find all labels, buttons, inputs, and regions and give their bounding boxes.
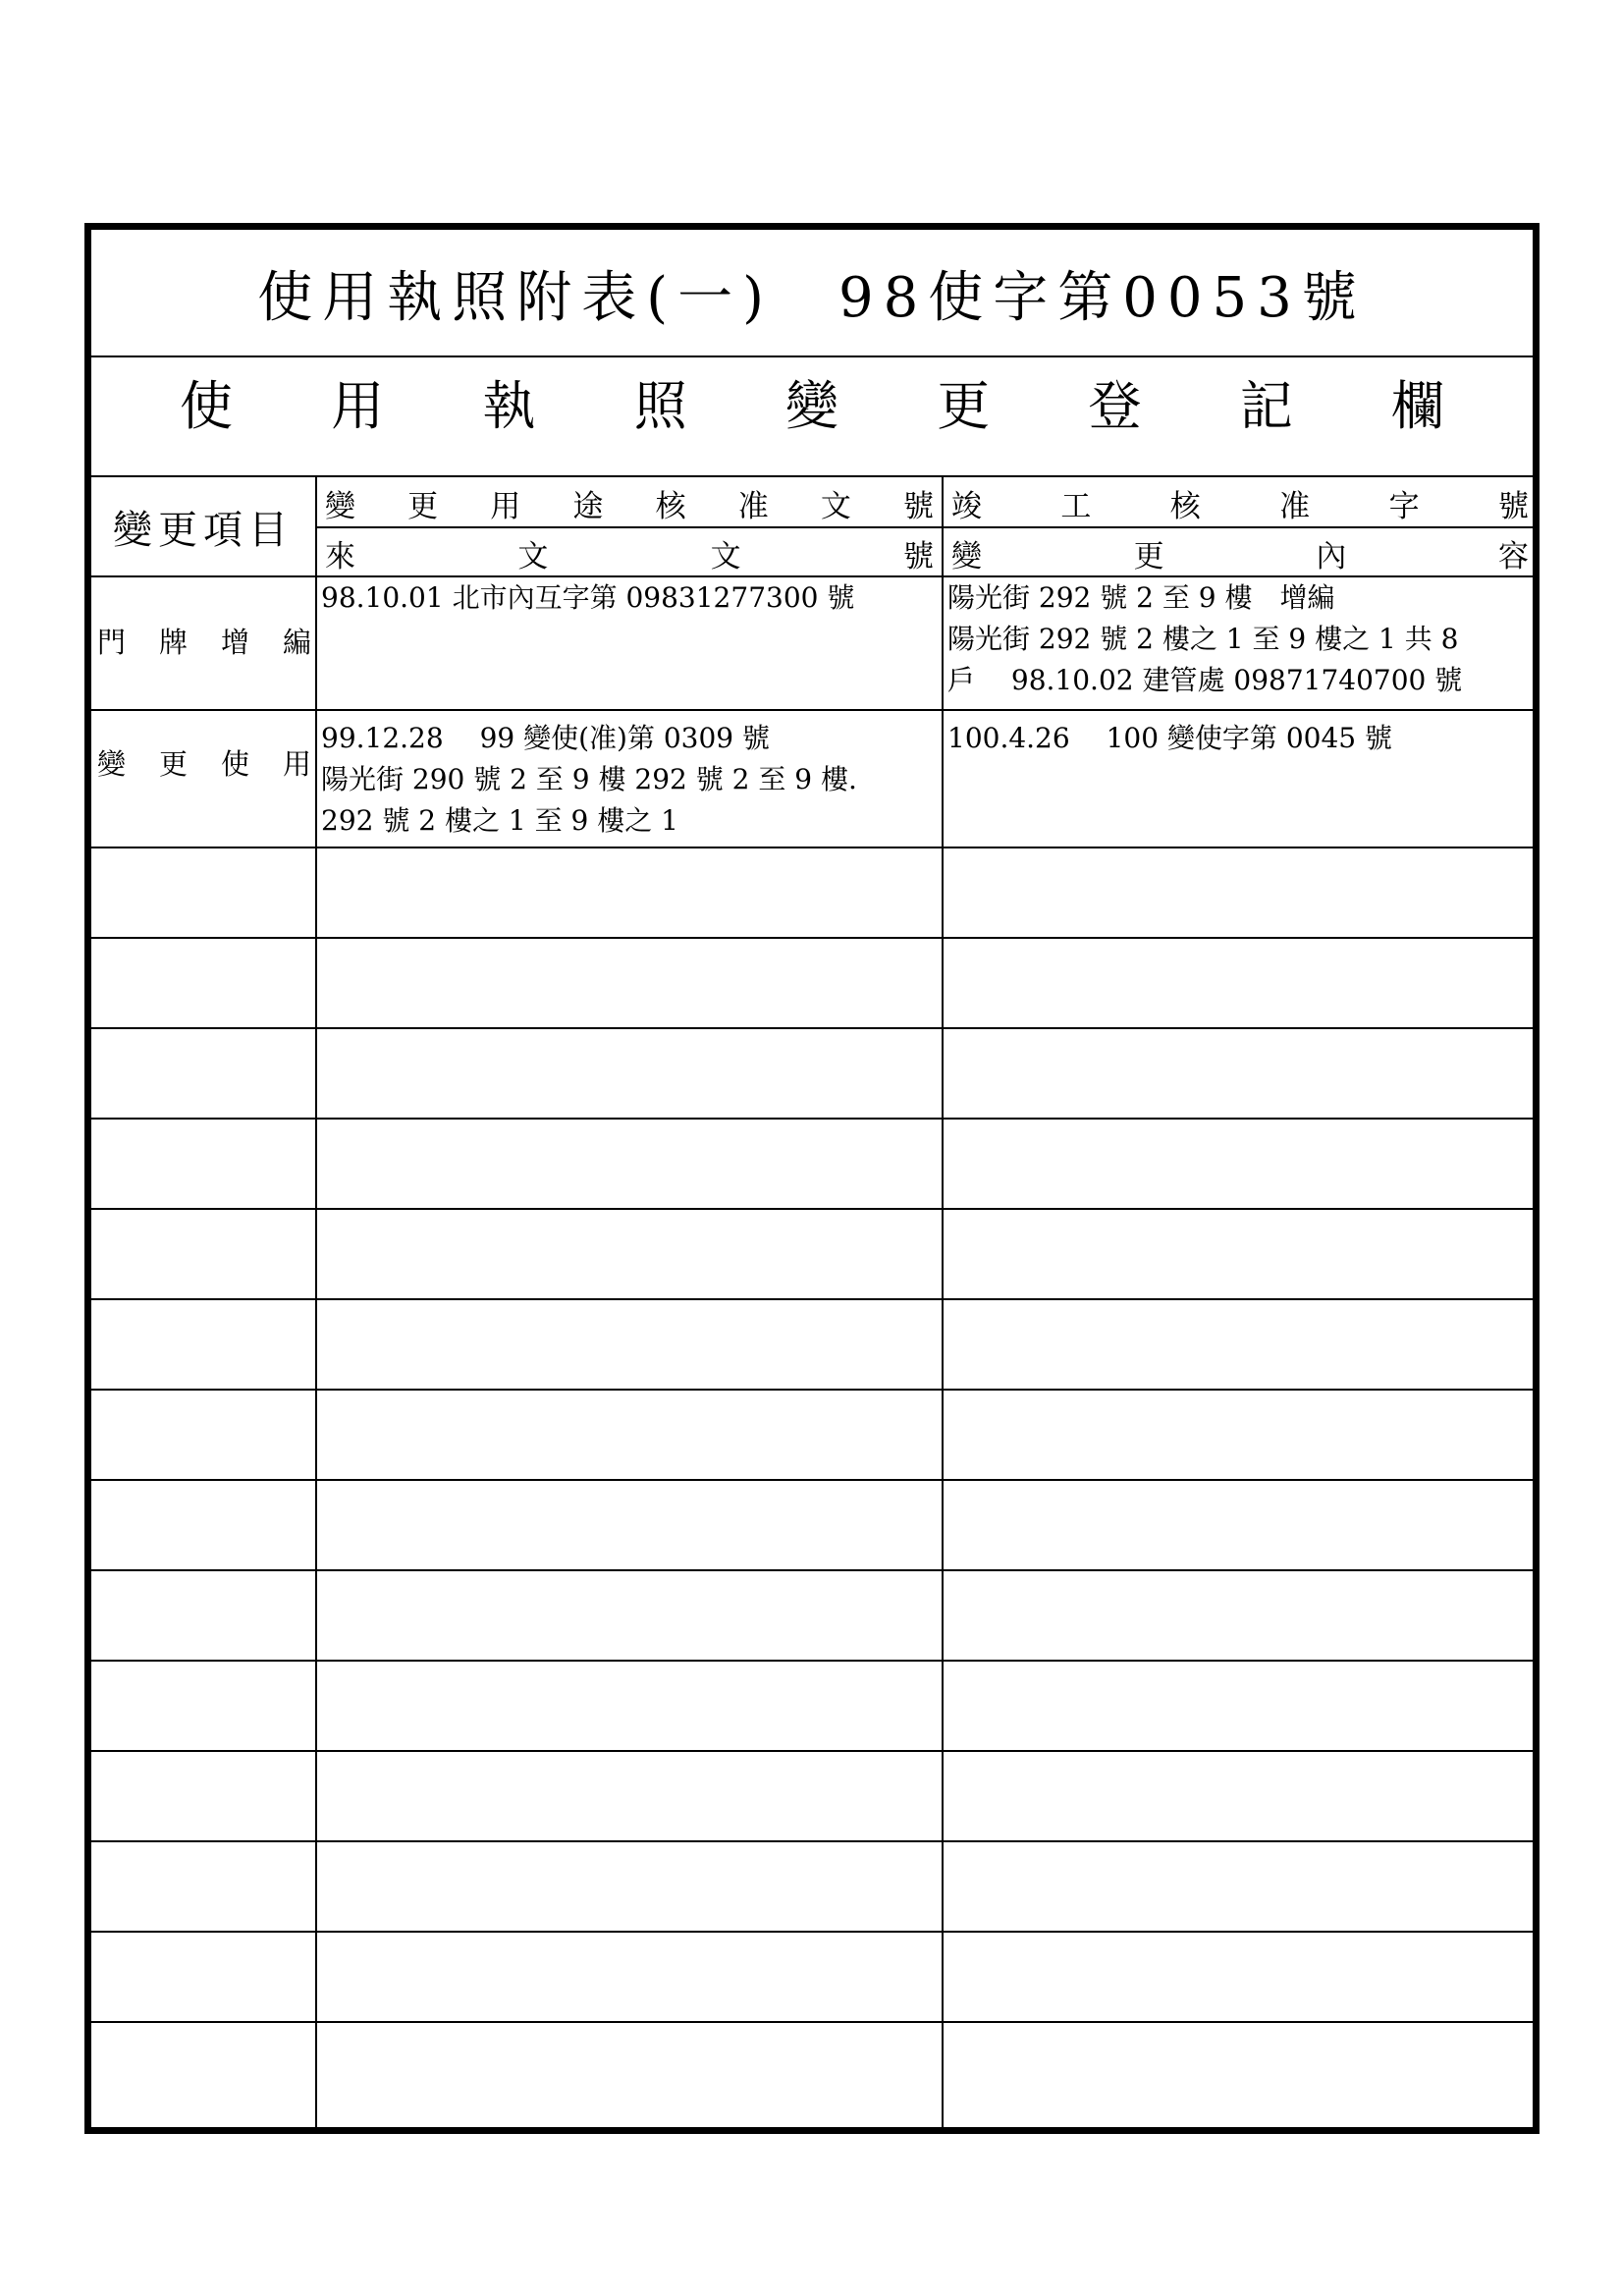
row-divider (91, 1569, 1533, 1571)
header-char: 號 (1497, 488, 1529, 524)
header-char: 更 (1133, 538, 1164, 574)
category-char: 更 (158, 746, 188, 781)
header-char: 文 (710, 538, 741, 574)
header-char: 字 (1388, 488, 1420, 524)
header-char: 變 (325, 488, 355, 524)
divider (317, 526, 1533, 528)
header-incoming-doc (319, 528, 940, 577)
row-divider (91, 847, 1533, 848)
row-divider (91, 709, 1533, 711)
category-char: 門 (97, 625, 127, 659)
subtitle-char: 用 (331, 374, 385, 437)
category-char: 牌 (158, 625, 188, 659)
change-text: 陽光街 292 號 2 樓之 1 至 9 樓之 1 共 8 (947, 623, 1459, 655)
subtitle-char: 使 (180, 374, 233, 437)
header-char: 准 (1279, 488, 1311, 524)
row-divider (91, 937, 1533, 939)
header-char: 號 (902, 538, 934, 574)
row-divider (91, 2021, 1533, 2023)
header-char: 來 (325, 538, 355, 574)
row-category (97, 740, 311, 784)
header-approval-no (319, 478, 940, 527)
row-divider (91, 1027, 1533, 1029)
header-char: 准 (737, 488, 769, 524)
approval-text: 98.10.01 北市內互字第 09831277300 號 (321, 581, 855, 614)
form-subtitle (180, 353, 1444, 451)
change-text: 陽光街 292 號 2 至 9 樓 增編 (947, 581, 1335, 614)
column-divider (315, 475, 317, 2127)
approval-text: 292 號 2 樓之 1 至 9 樓之 1 (321, 804, 678, 837)
header-char: 容 (1497, 538, 1529, 574)
subtitle-char: 登 (1088, 374, 1142, 437)
header-char: 途 (572, 488, 604, 524)
row-divider (91, 1298, 1533, 1300)
category-char: 增 (220, 625, 249, 659)
row-divider (91, 1750, 1533, 1752)
approval-text: 陽光街 290 號 2 至 9 樓 292 號 2 至 9 樓. (321, 763, 857, 795)
row-divider (91, 1479, 1533, 1481)
registration-form (84, 223, 1540, 2134)
column-divider (942, 475, 944, 2127)
subtitle-char: 照 (633, 374, 687, 437)
category-char: 使 (220, 746, 249, 781)
header-char: 核 (1169, 488, 1201, 524)
category-char: 用 (282, 746, 311, 781)
header-char: 工 (1060, 488, 1092, 524)
change-text: 100.4.26 100 變使字第 0045 號 (947, 722, 1392, 754)
header-char: 文 (820, 488, 851, 524)
subtitle-char: 記 (1239, 374, 1293, 437)
header-completion-no (946, 478, 1535, 527)
form-title: 使用執照附表(一) 98使字第0053號 (257, 266, 1367, 330)
subtitle-char: 更 (937, 374, 991, 437)
header-char: 文 (517, 538, 549, 574)
approval-text: 99.12.28 99 變使(准)第 0309 號 (321, 722, 771, 754)
category-char: 編 (282, 625, 311, 659)
header-change-content (946, 528, 1535, 577)
header-char: 核 (655, 488, 686, 524)
header-char: 內 (1316, 538, 1347, 574)
change-text: 戶 98.10.02 建管處 09871740700 號 (947, 664, 1463, 696)
header-char: 用 (490, 488, 521, 524)
row-divider (91, 1931, 1533, 1933)
subtitle-char: 變 (785, 374, 838, 437)
row-divider (91, 1118, 1533, 1120)
row-divider (91, 1660, 1533, 1662)
header-char: 變 (951, 538, 982, 574)
row-divider (91, 1389, 1533, 1391)
row-divider (91, 1840, 1533, 1842)
header-change-item: 變更項目 (113, 507, 294, 553)
row-category (97, 619, 311, 662)
header-char: 竣 (951, 488, 982, 524)
header-char: 號 (902, 488, 934, 524)
row-divider (91, 1208, 1533, 1210)
subtitle-char: 執 (482, 374, 536, 437)
header-char: 更 (407, 488, 439, 524)
subtitle-char: 欄 (1391, 374, 1444, 437)
category-char: 變 (97, 746, 127, 781)
